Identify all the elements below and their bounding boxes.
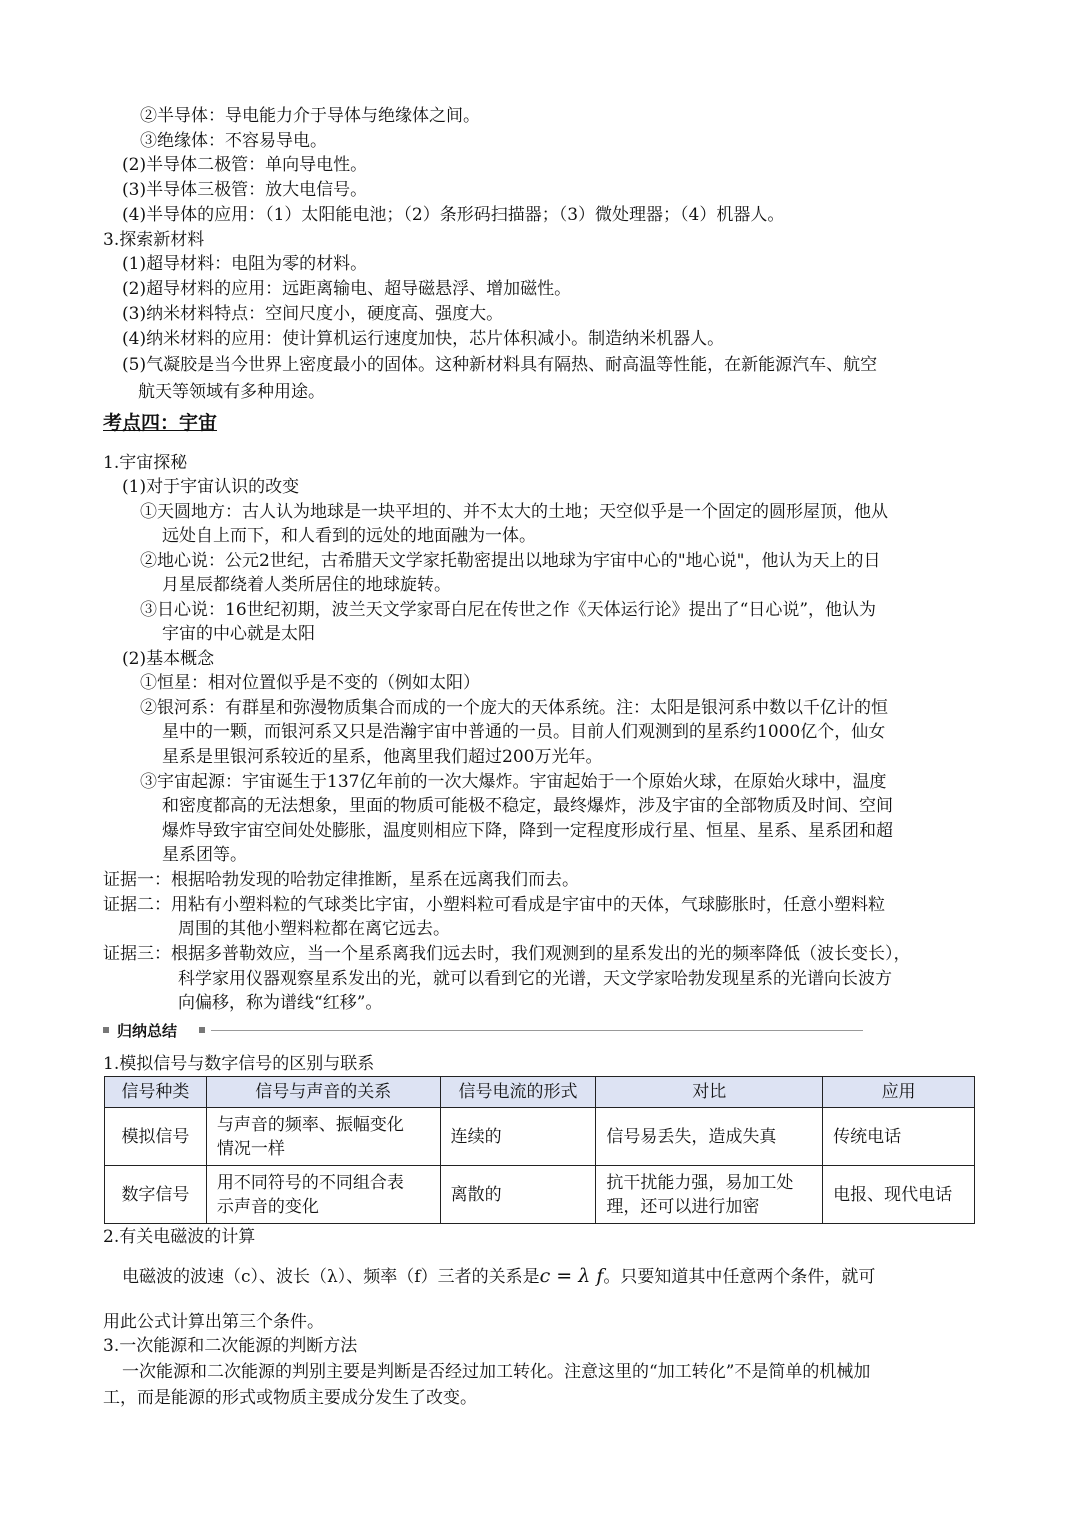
table-row (105, 1166, 975, 1224)
table-cell: 数字信号 (105, 1166, 207, 1224)
formula: c = λ f (539, 1265, 604, 1287)
table-cell: 传统电话 (823, 1108, 975, 1166)
table-cell: 电报、现代电话 (823, 1166, 975, 1224)
table-header-cell: 信号种类 (105, 1077, 207, 1108)
cell-line: 示声音的变化 (216, 1196, 319, 1217)
signal-comparison-table (104, 1076, 975, 1224)
text-line: ③绝缘体：不容易导电。 (140, 131, 327, 151)
table-cell: 连续的 (440, 1108, 596, 1166)
square-bullet-icon (199, 1027, 205, 1033)
text-line: 1.宇宙探秘 (103, 453, 188, 473)
cell-line: 信号易丢失，造成失真 (606, 1126, 777, 1147)
table-cell (596, 1166, 823, 1224)
text-line: ②银河系：有群星和弥漫物质集合而成的一个庞大的天体系统。注：太阳是银河系中数以千亿计的恒 (140, 698, 888, 718)
text-line: ②地心说：公元2世纪，古希腊天文学家托勒密提出以地球为宇宙中心的"地心说"，他认为天上的日 (140, 551, 881, 571)
text-line: 周围的其他小塑料粒都在离它远去。 (178, 919, 450, 939)
text-line: 一次能源和二次能源的判别主要是判断是否经过加工转化。注意这里的“加工转化”不是简单的机械加 (122, 1362, 871, 1382)
text-line: 爆炸导致宇宙空间处处膨胀，温度则相应下降，降到一定程度形成行星、恒星、星系、星系团和超 (162, 821, 893, 841)
text-line: (4)半导体的应用：（1）太阳能电池；（2）条形码扫描器；（3）微处理器；（4）机器人。 (122, 205, 785, 225)
text-line: 航天等领域有多种用途。 (138, 382, 325, 402)
text-line: (5)气凝胶是当今世界上密度最小的固体。这种新材料具有隔热、耐高温等性能，在新能源汽车、航空 (122, 355, 878, 375)
table-cell (206, 1108, 440, 1166)
text-line: 星系是里银河系较近的星系，他离里我们超过200万光年。 (162, 747, 603, 767)
text-line: 月星辰都绕着人类所居住的地球旋转。 (162, 575, 451, 595)
cell-line: 抗干扰能力强，易加工处 (606, 1172, 794, 1193)
square-bullet-icon (103, 1027, 109, 1033)
text-line: 2.有关电磁波的计算 (103, 1227, 256, 1247)
table-header-cell: 应用 (823, 1077, 975, 1108)
table-header-cell: 对比 (596, 1077, 823, 1108)
table-header-row (105, 1077, 975, 1108)
table-cell: 离散的 (440, 1166, 596, 1224)
cell-line: 用不同符号的不同组合表 (216, 1172, 404, 1193)
text-line: 证据三：根据多普勒效应，当一个星系离我们远去时，我们观测到的星系发出的光的频率降低（波长变长）， (103, 944, 911, 964)
text-line: 向偏移，称为谱线“红移”。 (178, 993, 383, 1013)
text-line: (3)半导体三极管：放大电信号。 (122, 180, 368, 200)
text-line: ①天圆地方：古人认为地球是一块平坦的、并不太大的土地；天空似乎是一个固定的圆形屋顶，他从 (140, 502, 888, 522)
table-row (105, 1108, 975, 1166)
summary-label: 归纳总结 (117, 1022, 178, 1040)
table-cell (206, 1166, 440, 1224)
text-line: 科学家用仪器观察星系发出的光，就可以看到它的光谱，天文学家哈勃发现星系的光谱向长波方 (178, 969, 892, 989)
text-line: (4)纳米材料的应用：使计算机运行速度加快，芯片体积减小。制造纳米机器人。 (122, 329, 725, 349)
text-span: 电磁波的波速（c）、波长（λ）、频率（f）三者的关系是 (122, 1267, 540, 1287)
cell-line: 理，还可以进行加密 (606, 1196, 760, 1217)
cell-line: 与声音的频率、振幅变化 (216, 1114, 404, 1135)
text-line (122, 1264, 875, 1289)
text-line: (2)基本概念 (122, 649, 215, 669)
text-line: 和密度都高的无法想象，里面的物质可能极不稳定，最终爆炸，涉及宇宙的全部物质及时间、空间 (162, 796, 893, 816)
text-line: (1)超导材料：电阻为零的材料。 (122, 254, 368, 274)
text-line: 3.探索新材料 (103, 230, 205, 250)
table-cell (596, 1108, 823, 1166)
text-line: ③日心说：16世纪初期，波兰天文学家哥白尼在传世之作《天体运行论》提出了“日心说”，他认为 (140, 600, 877, 620)
text-line: 远处自上而下，和人看到的远处的地面融为一体。 (162, 526, 536, 546)
text-line: 星系团等。 (162, 845, 247, 865)
text-line: 工，而是能源的形式或物质主要成分发生了改变。 (103, 1388, 477, 1408)
text-line: ②半导体：导电能力介于导体与绝缘体之间。 (140, 106, 480, 126)
text-line: 3.一次能源和二次能源的判断方法 (103, 1336, 358, 1356)
text-line: 宇宙的中心就是太阳 (162, 624, 315, 644)
divider-line (211, 1030, 863, 1031)
table-title: 1.模拟信号与数字信号的区别与联系 (103, 1054, 375, 1074)
text-line: 证据一：根据哈勃发现的哈勃定律推断，星系在远离我们而去。 (103, 870, 579, 890)
text-line: (2)超导材料的应用：远距离输电、超导磁悬浮、增加磁性。 (122, 279, 572, 299)
text-line: 星中的一颗，而银河系又只是浩瀚宇宙中普通的一员。目前人们观测到的星系约1000亿个，仙女 (162, 722, 886, 742)
text-line: (2)半导体二极管：单向导电性。 (122, 155, 368, 175)
text-line: ①恒星：相对位置似乎是不变的（例如太阳） (140, 673, 480, 693)
text-span: 。只要知道其中任意两个条件，就可 (603, 1267, 876, 1287)
summary-divider (103, 1020, 863, 1042)
text-line: 用此公式计算出第三个条件。 (103, 1312, 324, 1332)
text-line: (3)纳米材料特点：空间尺度小，硬度高、强度大。 (122, 304, 504, 324)
table-cell: 模拟信号 (105, 1108, 207, 1166)
text-line: 证据二：用粘有小塑料粒的气球类比宇宙，小塑料粒可看成是宇宙中的天体，气球膨胀时，任意小塑料粒 (103, 895, 885, 915)
cell-line: 情况一样 (216, 1138, 285, 1159)
text-line: ③宇宙起源：宇宙诞生于137亿年前的一次大爆炸。宇宙起始于一个原始火球，在原始火球中，温度 (140, 772, 887, 792)
section-heading: 考点四：宇宙 (103, 412, 218, 434)
text-line: (1)对于宇宙认识的改变 (122, 477, 300, 497)
table-header-cell: 信号与声音的关系 (206, 1077, 440, 1108)
table-header-cell: 信号电流的形式 (440, 1077, 596, 1108)
